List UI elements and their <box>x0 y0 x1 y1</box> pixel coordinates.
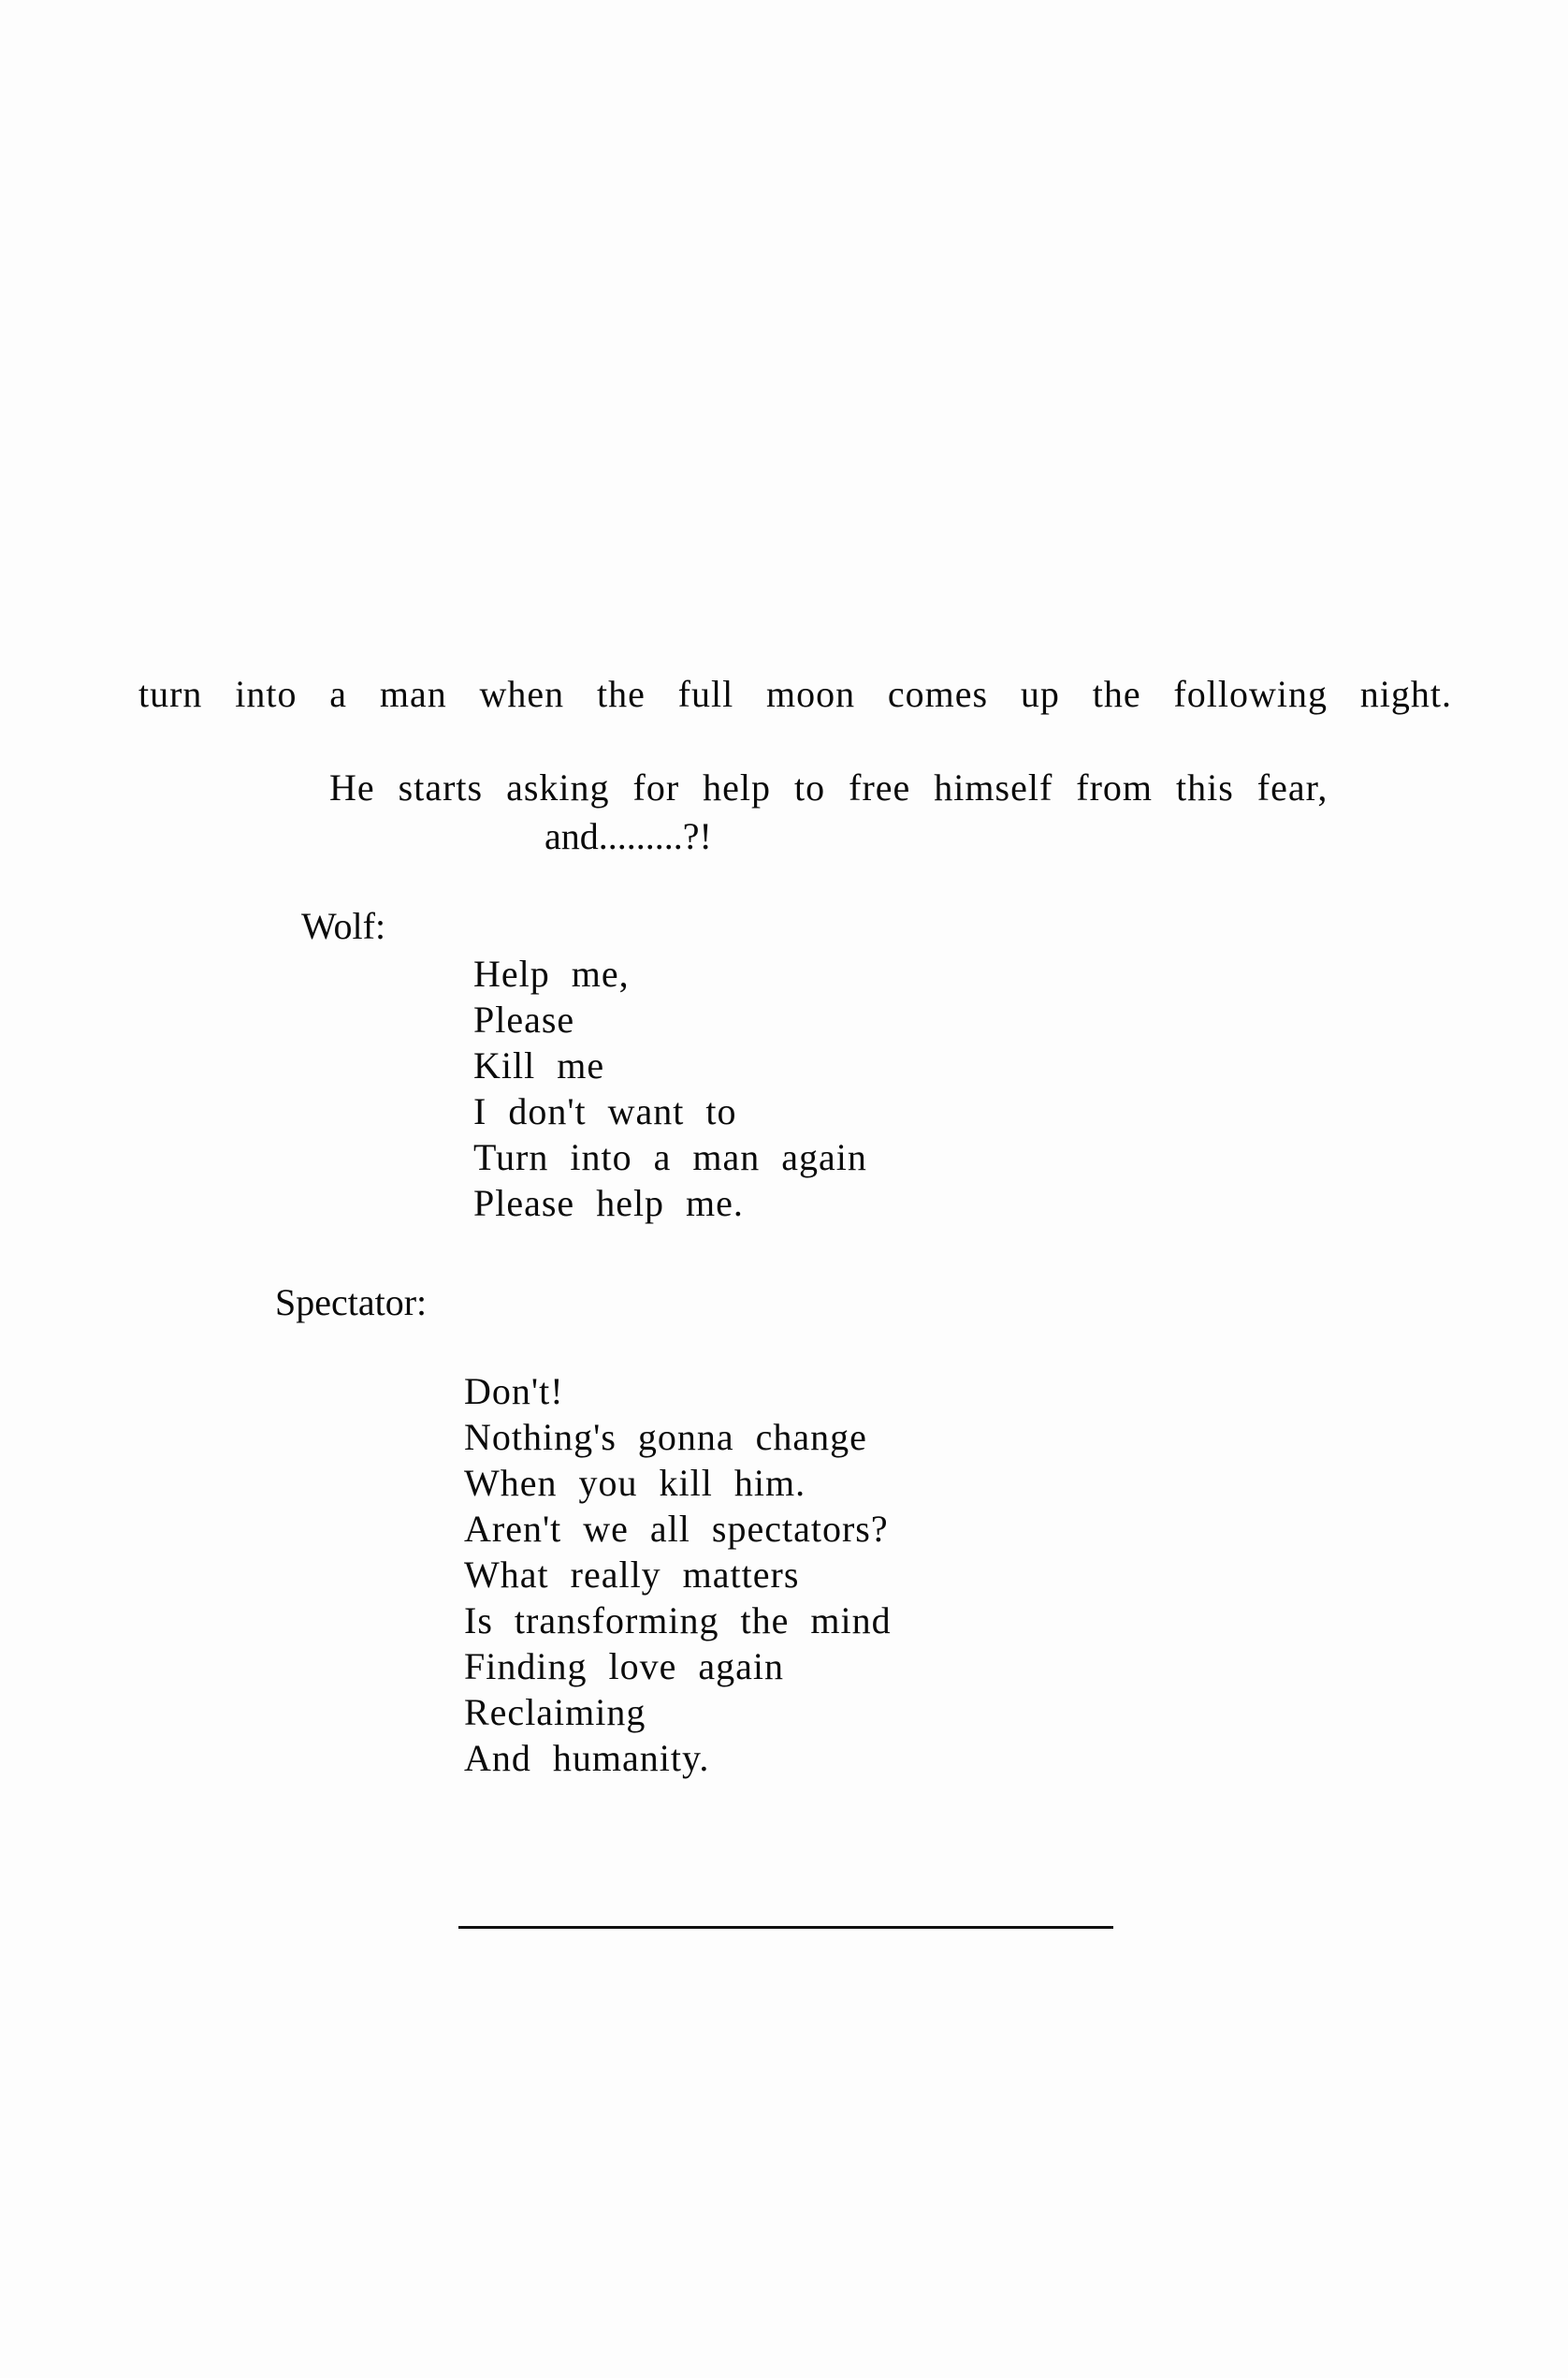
verse-line: And humanity. <box>464 1737 710 1779</box>
verse-line: Help me, <box>473 953 630 995</box>
speaker-spectator: Spectator: <box>275 1281 428 1323</box>
speaker-wolf: Wolf: <box>301 905 386 947</box>
narration-line-2: He starts asking for help to free himself from this fear, <box>329 766 1328 809</box>
verse-line: What really matters <box>464 1554 800 1596</box>
verse-line: Please <box>473 999 575 1041</box>
verse-line: I don't want to <box>473 1090 737 1132</box>
narration-line-1: turn into a man when the full moon comes up the following night. <box>138 673 1452 715</box>
verse-line: Don't! <box>464 1370 564 1412</box>
wolf-verse <box>473 951 867 1226</box>
verse-line: When you kill him. <box>464 1462 806 1504</box>
end-divider-line <box>458 1926 1113 1929</box>
verse-line: Nothing's gonna change <box>464 1416 867 1458</box>
verse-line: Kill me <box>473 1044 605 1087</box>
verse-line: Finding love again <box>464 1645 784 1687</box>
narration-line-3: and.........?! <box>544 815 712 857</box>
spectator-verse <box>464 1368 892 1781</box>
verse-line: Please help me. <box>473 1182 744 1224</box>
verse-line: Aren't we all spectators? <box>464 1508 889 1550</box>
verse-line: Turn into a man again <box>473 1136 867 1178</box>
verse-line: Is transforming the mind <box>464 1599 892 1641</box>
verse-line: Reclaiming <box>464 1691 646 1733</box>
